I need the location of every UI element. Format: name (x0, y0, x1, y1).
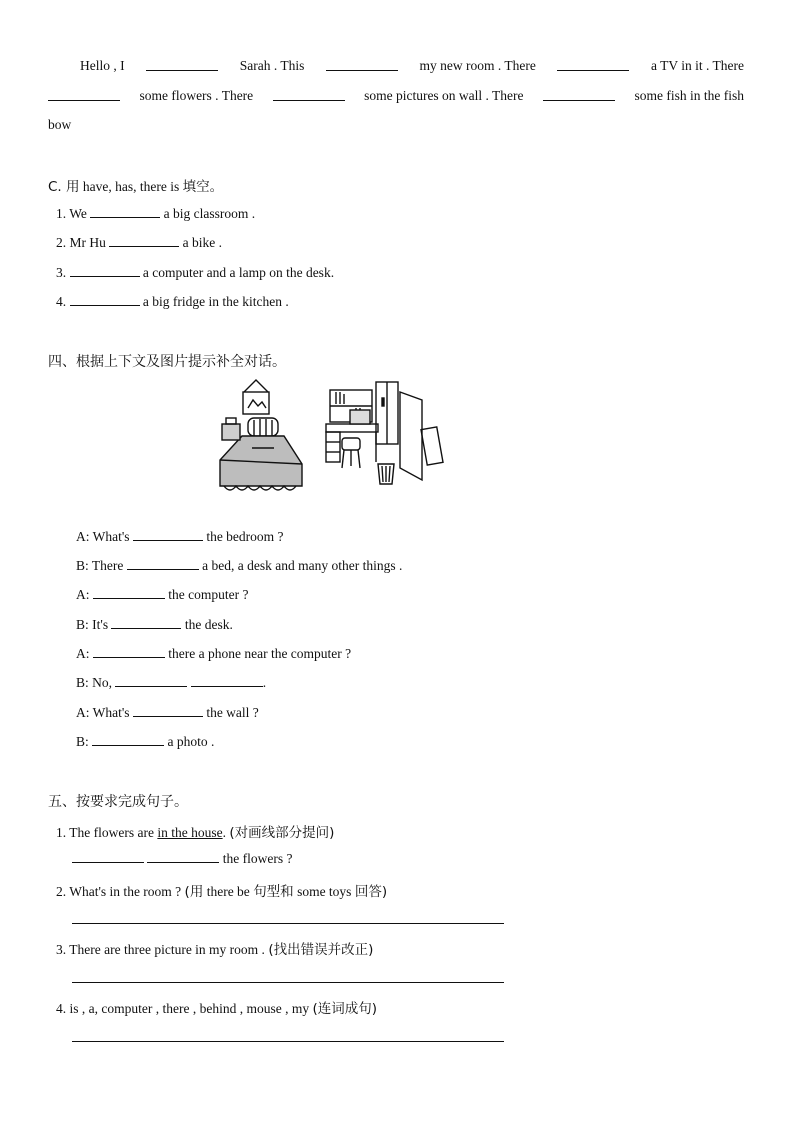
dialogue-line-5: A: there a phone near the computer ? (76, 646, 352, 661)
answer-line[interactable] (72, 1041, 504, 1042)
passage-text: Hello , I (80, 58, 125, 73)
passage-text: Sarah . This (239, 58, 305, 73)
section-c-title: C. 用 have, has, there is 填空。 (48, 179, 224, 195)
question-1-answer: the flowers ? (72, 850, 292, 867)
answer-blank[interactable] (111, 616, 181, 629)
bedroom-illustration (210, 378, 446, 500)
question-2: 2. What's in the room ? (用 there be 句型和 some toys 回答) (56, 884, 388, 900)
answer-blank[interactable] (93, 645, 165, 658)
answer-blank[interactable] (90, 205, 160, 218)
passage-line-2 (48, 88, 744, 104)
passage-text: some pictures on wall . There (364, 88, 524, 103)
section-c-item-4: 4. a big fridge in the kitchen . (56, 294, 289, 309)
dialogue-line-2: B: There a bed, a desk and many other things . (76, 558, 403, 573)
section-5-title: 五、按要求完成句子。 (48, 794, 188, 810)
question-4: 4. is , a, computer , there , behind , mouse , my (连词成句) (56, 1001, 377, 1017)
passage-text: some flowers . There (139, 88, 254, 103)
dialogue-line-1: A: What's the bedroom ? (76, 529, 284, 544)
answer-blank[interactable] (543, 88, 615, 101)
answer-blank[interactable] (72, 850, 144, 863)
answer-blank[interactable] (93, 586, 165, 599)
section-4-title: 四、根据上下文及图片提示补全对话。 (48, 354, 286, 370)
section-c-item-1: 1. We a big classroom . (56, 206, 256, 221)
answer-blank[interactable] (557, 58, 629, 71)
instruction: (对画线部分提问) (229, 825, 335, 841)
dialogue-line-6: B: No, . (76, 675, 267, 690)
underlined-phrase: in the house (157, 825, 223, 840)
answer-blank[interactable] (109, 234, 179, 247)
answer-line[interactable] (72, 982, 504, 983)
answer-blank[interactable] (92, 733, 164, 746)
section-c-item-2: 2. Mr Hu a bike . (56, 235, 222, 250)
answer-blank[interactable] (115, 674, 187, 687)
answer-blank[interactable] (70, 293, 140, 306)
section-c-item-3: 3. a computer and a lamp on the desk. (56, 265, 335, 280)
passage-text: some fish in the fish (634, 88, 744, 103)
answer-blank[interactable] (127, 557, 199, 570)
answer-line[interactable] (72, 923, 504, 924)
answer-blank[interactable] (191, 674, 263, 687)
answer-blank[interactable] (70, 264, 140, 277)
answer-blank[interactable] (133, 528, 203, 541)
dialogue-line-3: A: the computer ? (76, 587, 249, 602)
dialogue-line-8: B: a photo . (76, 734, 215, 749)
answer-blank[interactable] (133, 704, 203, 717)
dialogue-line-7: A: What's the wall ? (76, 705, 259, 720)
passage-text: a TV in it . There (650, 58, 744, 73)
passage-line-1 (80, 58, 744, 74)
answer-blank[interactable] (48, 88, 120, 101)
passage-text: my new room . There (419, 58, 536, 73)
question-1: 1. The flowers are in the house. (对画线部分提问) (56, 825, 335, 841)
dialogue-line-4: B: It's the desk. (76, 617, 233, 632)
answer-blank[interactable] (147, 850, 219, 863)
instruction: (找出错误并改正) (268, 942, 374, 958)
instruction: (连词成句) (312, 1001, 377, 1017)
answer-blank[interactable] (273, 88, 345, 101)
question-3: 3. There are three picture in my room . (找出错误并改正) (56, 942, 374, 958)
answer-blank[interactable] (146, 58, 218, 71)
answer-blank[interactable] (326, 58, 398, 71)
passage-line-3: bow (48, 117, 72, 132)
